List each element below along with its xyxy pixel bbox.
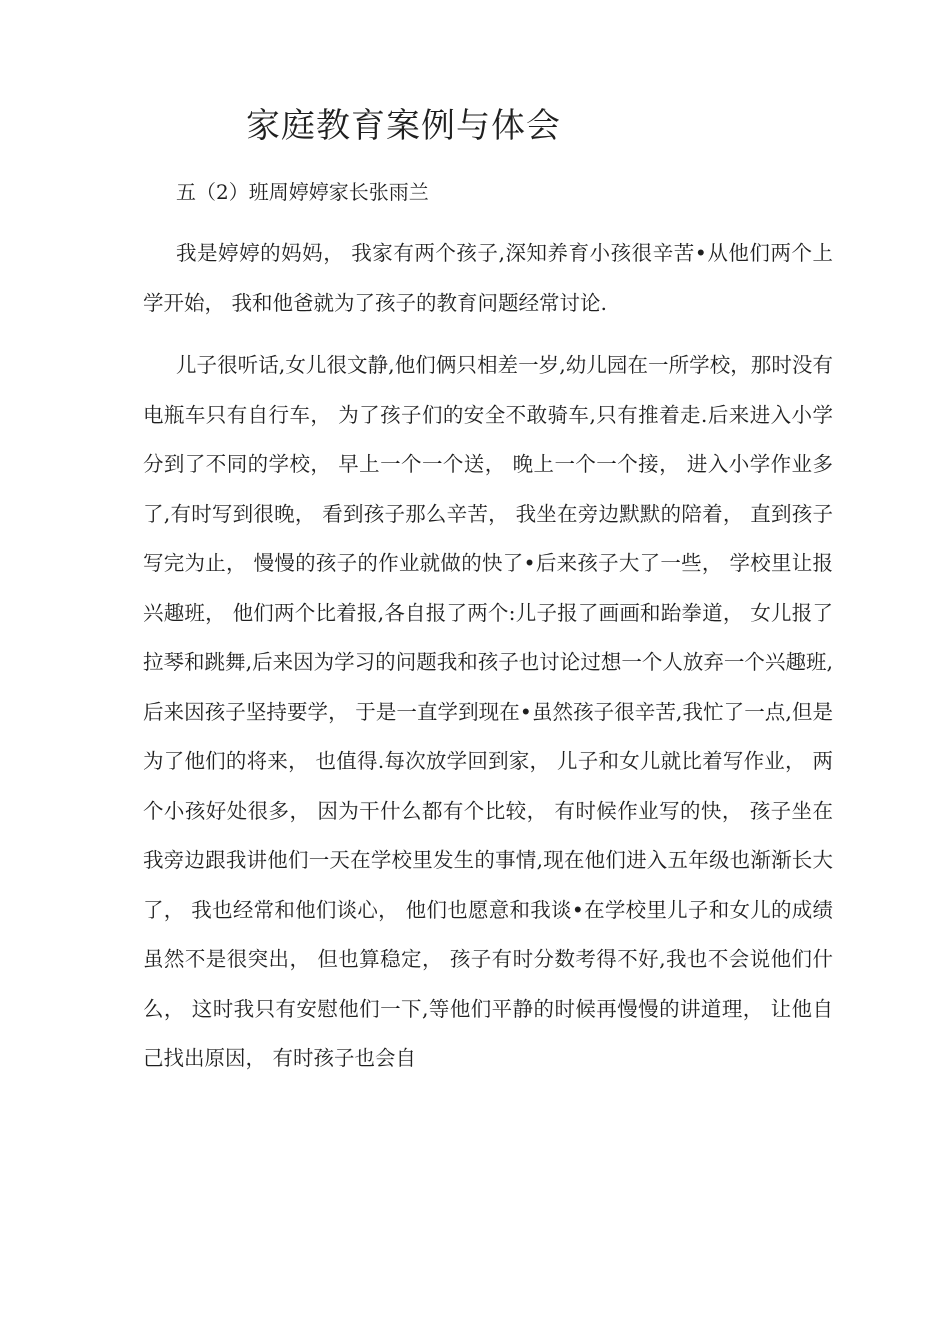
- document-title: 家庭教育案例与体会: [246, 106, 561, 146]
- author-line: 五（2）班周婷婷家长张雨兰: [176, 180, 429, 204]
- paragraph-body: 儿子很听话,女儿很文静,他们俩只相差一岁,幼儿园在一所学校，那时没有电瓶车只有自行车， 为了孩子们的安全不敢骑车,只有推着走.后来进入小学分到了不同的学校， 早上一个一个送， 晚上一个一个接， 进入小学作业多了,有时写到很晚， 看到孩子那么辛苦， 我坐在旁边默默的陪着， 直到孩子写完为止， 慢慢的孩子的作业就做的快了•后来孩子大了一些， 学校里让报兴趣班， 他们两个比着报,各自报了两个:儿子报了画画和跆拳道， 女儿报了拉琴和跳舞,后来因为学习的问题我和孩子也讨论过想一个人放弃一个兴趣班,后来因孩子坚持要学， 于是一直学到现在•虽然孩子很辛苦,我忙了一点,但是为了他们的将来， 也值得.每次放学回到家， 儿子和女儿就比着写作业， 两个小孩好处很多， 因为干什么都有个比较， 有时候作业写的快， 孩子坐在我旁边跟我讲他们一天在学校里发生的事情,现在他们进入五年级也渐渐长大了， 我也经常和他们谈心， 他们也愿意和我谈•在学校里儿子和女儿的成绩虽然不是很突出， 但也算稳定， 孩子有时分数考得不好,我也不会说他们什么， 这时我只有安慰他们一下,等他们平静的时候再慢慢的讲道理， 让他自己找出原因， 有时孩子也会自: [143, 353, 833, 1070]
- paragraph-intro: 我是婷婷的妈妈， 我家有两个孩子,深知养育小孩很辛苦•从他们两个上学开始， 我和他爸就为了孩子的教育问题经常讨论.: [143, 241, 833, 315]
